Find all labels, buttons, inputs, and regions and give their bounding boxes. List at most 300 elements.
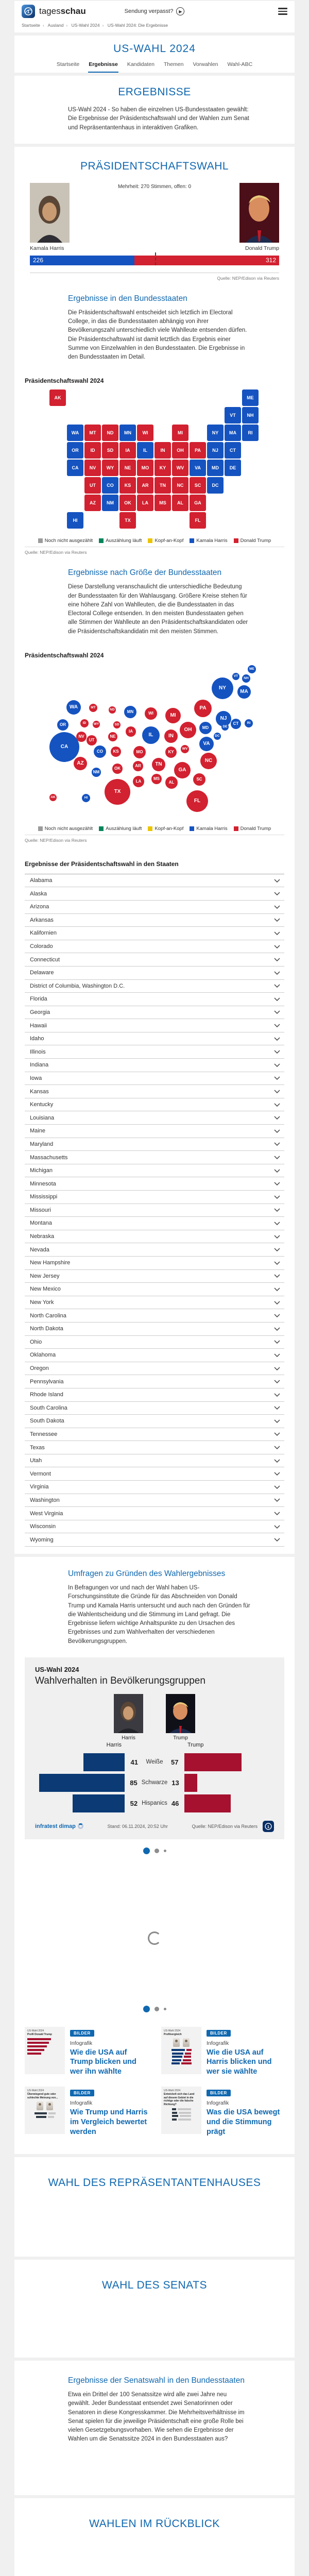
col-harris: Harris: [106, 1741, 122, 1748]
state-abbr: NC: [204, 758, 213, 764]
state-bubble[interactable]: [105, 779, 130, 805]
state-name: Kalifornien: [30, 930, 57, 937]
carousel-dot[interactable]: [164, 1850, 166, 1852]
thumb-kicker: US-Wahl 2024: [164, 2089, 181, 2093]
legend-item: [234, 826, 271, 832]
legend-item: [148, 826, 183, 832]
topic-tab[interactable]: Ergebnisse: [88, 61, 118, 73]
state-tile[interactable]: [207, 442, 224, 459]
chevron-down-icon: [274, 1340, 280, 1344]
state-bubble[interactable]: [133, 746, 146, 758]
state-abbr: TX: [114, 789, 121, 795]
teaser-kicker: Infografik: [207, 2040, 229, 2046]
state-abbr: DC: [212, 483, 219, 488]
state-bubble[interactable]: [93, 721, 100, 728]
state-bubble[interactable]: [142, 726, 160, 744]
chevron-down-icon: [274, 1380, 280, 1383]
state-accordion-row[interactable]: [25, 1006, 284, 1020]
state-tile[interactable]: [137, 460, 153, 476]
thumb-mini-chart: [27, 2102, 62, 2118]
state-accordion-row[interactable]: [25, 1164, 284, 1178]
harris-photo-small: [114, 1694, 143, 1733]
state-accordion-row[interactable]: [25, 1085, 284, 1098]
state-accordion-row[interactable]: [25, 1230, 284, 1244]
state-name: New Mexico: [30, 1286, 61, 1293]
state-tile[interactable]: [242, 425, 259, 441]
state-tile[interactable]: [67, 442, 83, 459]
state-accordion-row[interactable]: [25, 1309, 284, 1323]
state-tile[interactable]: [190, 495, 206, 511]
state-abbr: WV: [176, 465, 184, 471]
topic-tab[interactable]: Kandidaten: [127, 61, 154, 67]
chevron-down-icon: [274, 1512, 280, 1515]
section-senatswahl-ergebnisse: [14, 2361, 295, 2495]
state-bubble[interactable]: [199, 737, 214, 751]
state-tile[interactable]: [84, 495, 101, 511]
state-bubble[interactable]: [76, 732, 87, 742]
state-name: Tennessee: [30, 1431, 58, 1437]
state-name: Arizona: [30, 904, 49, 910]
state-accordion-row[interactable]: [25, 1507, 284, 1520]
state-accordion-row[interactable]: [25, 1441, 284, 1454]
infografik-teaser[interactable]: [25, 2087, 148, 2137]
state-abbr: NC: [177, 483, 184, 488]
state-tile[interactable]: [190, 477, 206, 494]
state-tile[interactable]: [242, 389, 259, 406]
state-tile[interactable]: [119, 495, 136, 511]
chevron-down-icon: [274, 971, 280, 975]
state-abbr: MN: [127, 709, 134, 715]
state-accordion-row[interactable]: [25, 1059, 284, 1072]
states-section-title[interactable]: Ergebnisse in den Bundesstaaten: [68, 294, 187, 303]
state-abbr: LA: [142, 500, 148, 506]
chevron-down-icon: [274, 1116, 280, 1120]
state-accordion-row[interactable]: [25, 1138, 284, 1151]
infratest-dimap-logo: infratest dimap: [35, 1823, 76, 1829]
state-abbr: SC: [196, 777, 202, 782]
state-accordion-row[interactable]: [25, 1375, 284, 1388]
state-accordion-row[interactable]: [25, 1019, 284, 1032]
state-bubble[interactable]: [194, 700, 212, 717]
umfragen-title[interactable]: Umfragen zu Gründen des Wahlergebnisses: [68, 1569, 226, 1579]
survey-row: [35, 1794, 274, 1812]
legend-item: [190, 826, 227, 832]
state-tile[interactable]: [49, 389, 66, 406]
infografik-teaser[interactable]: [161, 2027, 284, 2077]
state-accordion-row[interactable]: [25, 1283, 284, 1296]
topic-tab[interactable]: Startseite: [56, 61, 80, 67]
state-bubble[interactable]: [80, 719, 89, 727]
state-accordion-row[interactable]: [25, 1111, 284, 1125]
thumb-mini-chart: [164, 2108, 199, 2121]
state-accordion-row[interactable]: [25, 1362, 284, 1376]
trump-value: 13: [171, 1778, 179, 1787]
state-accordion-row[interactable]: [25, 1481, 284, 1494]
legend-swatch: [190, 538, 194, 543]
state-accordion-row[interactable]: [25, 1454, 284, 1468]
state-abbr: IN: [160, 448, 165, 453]
umfragen-text: In Befragungen vor und nach der Wahl haben US-Forschungsinstitute die Gründe für das Abschneiden von Donald Trump und Kamala Harris untersucht und auch nach den Gründen für die Wahlentscheidung und die Stimmung im Land gefragt. Die Ergebnisse liefern wichtige Anhaltspunkte zu den Ursachen des Ergebnisses und zum Wahlverhalten der verschiedenen Bevölkerungsgruppen.: [68, 1585, 250, 1645]
survey-kicker: US-Wahl 2024: [35, 1665, 79, 1673]
survey-rows: [35, 1753, 274, 1812]
state-name: Mississippi: [30, 1194, 58, 1200]
state-tile[interactable]: [119, 477, 136, 494]
state-abbr: VA: [195, 465, 201, 471]
state-tile[interactable]: [154, 442, 171, 459]
state-accordion-row[interactable]: [25, 980, 284, 993]
state-tile[interactable]: [154, 477, 171, 494]
state-abbr: NE: [110, 734, 116, 739]
infografik-teasers: [25, 2027, 284, 2137]
state-bubble[interactable]: [193, 773, 205, 786]
state-bubble[interactable]: [49, 794, 57, 801]
breadcrumb-item[interactable]: Startseite ›: [22, 23, 47, 28]
state-tile[interactable]: [190, 512, 206, 529]
state-bubble[interactable]: [87, 735, 97, 745]
state-accordion-row[interactable]: [25, 887, 284, 901]
state-accordion-row[interactable]: [25, 1402, 284, 1415]
infografik-teaser[interactable]: [161, 2087, 284, 2137]
state-name: North Dakota: [30, 1326, 63, 1332]
state-accordion-row[interactable]: [25, 1098, 284, 1112]
chevron-down-icon: [274, 1037, 280, 1041]
senatswahl-title[interactable]: Ergebnisse der Senatswahl in den Bundesstaaten: [68, 2376, 245, 2385]
state-accordion-row[interactable]: [25, 1243, 284, 1257]
trump-name: Donald Trump: [245, 245, 279, 251]
state-bubble[interactable]: [74, 757, 87, 770]
legend-label: Auszählung läuft: [106, 538, 142, 544]
state-bubble[interactable]: [248, 665, 256, 673]
legend-item: [148, 538, 183, 544]
carousel-dot[interactable]: [164, 2008, 166, 2010]
state-bubble[interactable]: [152, 758, 165, 771]
legend-label: Kopf-an-Kopf: [154, 825, 184, 832]
state-bubble[interactable]: [112, 764, 123, 774]
state-bubble[interactable]: [111, 747, 121, 757]
state-accordion-row[interactable]: [25, 940, 284, 954]
state-tile[interactable]: [172, 495, 188, 511]
state-tile[interactable]: [137, 442, 153, 459]
state-tile[interactable]: [119, 460, 136, 476]
breadcrumb-item[interactable]: US-Wahl 2024: Die Ergebnisse: [107, 23, 168, 28]
state-abbr: AK: [54, 395, 61, 401]
state-name: Arkansas: [30, 917, 54, 923]
source-note: Quelle: NEP/Edison via Reuters: [217, 275, 279, 281]
state-abbr: KS: [124, 483, 131, 488]
state-tile[interactable]: [225, 460, 241, 476]
state-tile[interactable]: [190, 442, 206, 459]
state-tile[interactable]: [119, 425, 136, 441]
state-bubble[interactable]: [126, 726, 136, 737]
state-bubble[interactable]: [151, 774, 162, 784]
state-accordion-row[interactable]: [25, 1520, 284, 1534]
chevron-down-icon: [274, 1090, 280, 1093]
menu-icon[interactable]: [278, 6, 287, 16]
state-tile[interactable]: [137, 477, 153, 494]
state-accordion-row[interactable]: [25, 1257, 284, 1270]
state-abbr: LA: [135, 779, 142, 784]
harris-votes: 226: [33, 257, 44, 264]
state-tile[interactable]: [172, 425, 188, 441]
state-accordion-row[interactable]: [25, 1151, 284, 1164]
state-abbr: FL: [194, 798, 201, 804]
legend-swatch: [234, 826, 238, 831]
state-accordion-row[interactable]: [25, 1296, 284, 1310]
state-bubble[interactable]: [49, 732, 79, 762]
state-accordion-row[interactable]: [25, 1177, 284, 1191]
state-accordion-row[interactable]: [25, 1204, 284, 1217]
state-bubble[interactable]: [186, 790, 208, 812]
teaser-kicker: Infografik: [70, 2100, 93, 2107]
state-tile[interactable]: [154, 495, 171, 511]
state-abbr: AL: [168, 780, 175, 785]
carousel-dot[interactable]: [154, 2007, 159, 2011]
chevron-down-icon: [274, 1525, 280, 1529]
state-accordion-row[interactable]: [25, 1217, 284, 1230]
state-tile[interactable]: [119, 442, 136, 459]
state-abbr: VT: [230, 413, 236, 418]
state-bubble[interactable]: [164, 730, 178, 743]
state-abbr: NH: [244, 676, 249, 681]
state-accordion-row[interactable]: [25, 901, 284, 914]
legend-label: Kamala Harris: [196, 538, 228, 544]
state-accordion-row[interactable]: [25, 1533, 284, 1547]
missed-show-link[interactable]: [125, 7, 185, 15]
state-bubble[interactable]: [57, 719, 68, 731]
state-name: Georgia: [30, 1009, 50, 1015]
legend-swatch: [99, 538, 104, 543]
state-tile[interactable]: [102, 477, 118, 494]
state-bubble[interactable]: [181, 745, 189, 753]
state-tile[interactable]: [154, 460, 171, 476]
senat-title: WAHL DES SENATS: [102, 2279, 207, 2292]
legend-item: [190, 538, 227, 544]
state-abbr: NM: [93, 770, 100, 775]
state-tile[interactable]: [190, 460, 206, 476]
state-abbr: CT: [230, 448, 236, 453]
state-accordion-row[interactable]: [25, 1270, 284, 1283]
state-abbr: NY: [212, 430, 219, 436]
state-tile[interactable]: [67, 425, 83, 441]
state-bubble[interactable]: [231, 719, 241, 729]
chevron-down-icon: [274, 1432, 280, 1436]
state-tile[interactable]: [119, 512, 136, 529]
teaser-title[interactable]: Wie Trump und Harris im Vergleich bewertet werden: [70, 2108, 148, 2136]
harris-bar: [83, 1753, 125, 1771]
us-states-map: [49, 389, 260, 530]
state-accordion-row[interactable]: [25, 874, 284, 888]
state-tile[interactable]: [172, 460, 188, 476]
state-bubble[interactable]: [174, 762, 191, 778]
state-accordion-row[interactable]: [25, 927, 284, 940]
state-accordion-row[interactable]: [25, 1415, 284, 1428]
teaser-title[interactable]: Wie die USA auf Trump blicken und wer ihn wählte: [70, 2048, 136, 2076]
state-tile[interactable]: [137, 495, 153, 511]
state-accordion-row[interactable]: [25, 1349, 284, 1362]
state-tile[interactable]: [242, 407, 259, 423]
state-abbr: WY: [93, 722, 99, 726]
state-bubble[interactable]: [109, 706, 116, 714]
state-bubble[interactable]: [214, 733, 221, 740]
section-praesidentschaftswahl: [14, 147, 295, 1554]
state-accordion-row[interactable]: [25, 1494, 284, 1507]
state-bubble[interactable]: [124, 706, 136, 718]
state-bubble[interactable]: [242, 674, 250, 683]
legend-label: Noch nicht ausgezählt: [44, 538, 93, 544]
state-tile[interactable]: [207, 425, 224, 441]
harris-bar: [39, 1774, 125, 1792]
state-name: Virginia: [30, 1484, 49, 1490]
state-tile[interactable]: [225, 442, 241, 459]
topic-tabs: [14, 61, 295, 73]
senatswahl-text: Etwa ein Drittel der 100 Senatssitze wird alle zwei Jahre neu gewählt. Jeder Bundesstaat entsendet zwei Senatorinnen oder Senatoren in diese Kongresskammer. Die Mehrheitsverhältnisse im Senat spielen für die jeweilige Präsidentschaft eine große Rolle bei vielen Gesetzgebungsvorhaben. Wie sehen die Ergebnisse der Wahlen um die Senatssitze 2024 in den Bundesstaaten aus?: [68, 2392, 245, 2443]
state-bubble[interactable]: [165, 708, 181, 723]
breadcrumb-item[interactable]: Ausland ›: [48, 23, 71, 28]
state-accordion-row[interactable]: [25, 1045, 284, 1059]
state-bubble[interactable]: [66, 700, 81, 715]
chevron-down-icon: [274, 918, 280, 922]
state-bubble[interactable]: [165, 776, 178, 789]
col-trump: Trump: [187, 1741, 204, 1748]
state-tile[interactable]: [172, 442, 188, 459]
chevron-down-icon: [274, 1485, 280, 1489]
state-tile[interactable]: [84, 425, 101, 441]
chevron-down-icon: [274, 1248, 280, 1251]
state-abbr: CT: [233, 721, 239, 726]
legend-swatch: [99, 826, 104, 831]
majority-marker: [155, 252, 156, 265]
state-bubble[interactable]: [237, 685, 251, 699]
state-bubble[interactable]: [180, 722, 196, 738]
state-bubble[interactable]: [133, 761, 143, 771]
state-tile[interactable]: [207, 460, 224, 476]
tagesschau-mini-logo: [263, 1821, 274, 1832]
carousel-dot[interactable]: [143, 2006, 150, 2012]
thumb-mini-chart: [27, 2038, 62, 2055]
state-abbr: VT: [233, 674, 238, 679]
state-abbr: GA: [178, 767, 186, 773]
state-accordion-row[interactable]: [25, 953, 284, 967]
state-accordion-row[interactable]: [25, 1323, 284, 1336]
state-bubble[interactable]: [232, 673, 239, 680]
state-abbr: OK: [124, 500, 131, 506]
state-bubble[interactable]: [200, 753, 217, 769]
state-bubble[interactable]: [89, 704, 97, 712]
state-accordion-row[interactable]: [25, 967, 284, 980]
state-accordion-row[interactable]: [25, 1125, 284, 1138]
state-tile[interactable]: [102, 495, 118, 511]
survey-row: [35, 1774, 274, 1792]
state-accordion-row[interactable]: [25, 993, 284, 1006]
topic-tab[interactable]: Vorwahlen: [193, 61, 218, 67]
chevron-down-icon: [274, 1182, 280, 1185]
state-tile[interactable]: [67, 512, 83, 529]
state-accordion-row[interactable]: [25, 1072, 284, 1086]
state-tile[interactable]: [137, 425, 153, 441]
state-bubble[interactable]: [145, 707, 157, 720]
play-icon: ▶: [176, 7, 184, 15]
state-abbr: TX: [125, 518, 131, 523]
state-name: South Dakota: [30, 1418, 64, 1425]
state-abbr: OH: [177, 448, 184, 453]
state-abbr: FL: [195, 518, 201, 523]
chevron-down-icon: [274, 1142, 280, 1146]
map-label: Präsidentschaftswahl 2024: [25, 377, 104, 385]
state-tile[interactable]: [225, 425, 241, 441]
state-bubble[interactable]: [92, 768, 101, 777]
state-bubble[interactable]: [221, 723, 229, 731]
teaser-title[interactable]: Wie die USA auf Harris blicken und wer sie wählte: [207, 2048, 272, 2076]
state-tile[interactable]: [102, 442, 118, 459]
infografik-teaser[interactable]: [25, 2027, 148, 2077]
infratest-dimap-ring-icon: [78, 1823, 83, 1829]
state-tile[interactable]: [84, 442, 101, 459]
chevron-down-icon: [274, 1538, 280, 1541]
trump-bar: [134, 256, 279, 265]
carousel-dot[interactable]: [143, 1848, 150, 1854]
state-tile[interactable]: [84, 477, 101, 494]
size-section-title[interactable]: Ergebnisse nach Größe der Bundesstaaten: [68, 568, 222, 578]
thumb-mini-chart: [164, 2038, 199, 2064]
state-tile[interactable]: [84, 460, 101, 476]
state-tile[interactable]: [225, 407, 241, 423]
state-accordion-row[interactable]: [25, 1467, 284, 1481]
state-abbr: WV: [182, 747, 188, 751]
state-name: New York: [30, 1299, 54, 1306]
state-tile[interactable]: [207, 477, 224, 494]
state-bubble[interactable]: [165, 747, 177, 758]
state-name: Nebraska: [30, 1233, 55, 1240]
state-accordion-row[interactable]: [25, 1032, 284, 1046]
carousel-dot[interactable]: [154, 1849, 159, 1853]
legend-label: Noch nicht ausgezählt: [44, 825, 93, 832]
state-tile[interactable]: [102, 460, 118, 476]
state-accordion-row[interactable]: [25, 1388, 284, 1402]
state-bubble[interactable]: [108, 732, 117, 741]
state-bubble[interactable]: [212, 677, 233, 699]
state-bubble[interactable]: [113, 721, 121, 728]
state-bubble[interactable]: [133, 776, 144, 787]
chevron-down-icon: [274, 1156, 280, 1159]
praesidentschaftswahl-title: PRÄSIDENTSCHAFTSWAHL: [80, 160, 229, 172]
state-accordion-row[interactable]: [25, 914, 284, 927]
site-header: [14, 1, 295, 32]
state-tile[interactable]: [67, 460, 83, 476]
state-tile[interactable]: [172, 477, 188, 494]
state-tile[interactable]: [102, 425, 118, 441]
state-accordion-row[interactable]: [25, 1336, 284, 1349]
topic-tab[interactable]: Wahl-ABC: [227, 61, 253, 67]
state-bubble[interactable]: [199, 722, 212, 734]
state-bubble[interactable]: [94, 745, 106, 758]
state-abbr: CA: [60, 744, 68, 750]
trump-photo-small: [166, 1694, 195, 1733]
state-accordion-row[interactable]: [25, 1191, 284, 1204]
survey-trump: [166, 1694, 195, 1741]
state-abbr: AZ: [90, 500, 96, 506]
state-abbr: AR: [142, 483, 149, 488]
breadcrumb-item[interactable]: US-Wahl 2024 ›: [72, 23, 107, 28]
state-bubble[interactable]: [82, 794, 90, 802]
state-bubble[interactable]: [245, 719, 253, 727]
chevron-down-icon: [274, 1050, 280, 1054]
state-name: Delaware: [30, 970, 54, 976]
state-accordion-row[interactable]: [25, 1428, 284, 1442]
state-name: Idaho: [30, 1036, 44, 1042]
topic-tab[interactable]: Themen: [163, 61, 184, 67]
tagesschau-logo[interactable]: [22, 5, 125, 18]
teaser-title[interactable]: Was die USA bewegt und die Stimmung prägt: [207, 2108, 280, 2136]
